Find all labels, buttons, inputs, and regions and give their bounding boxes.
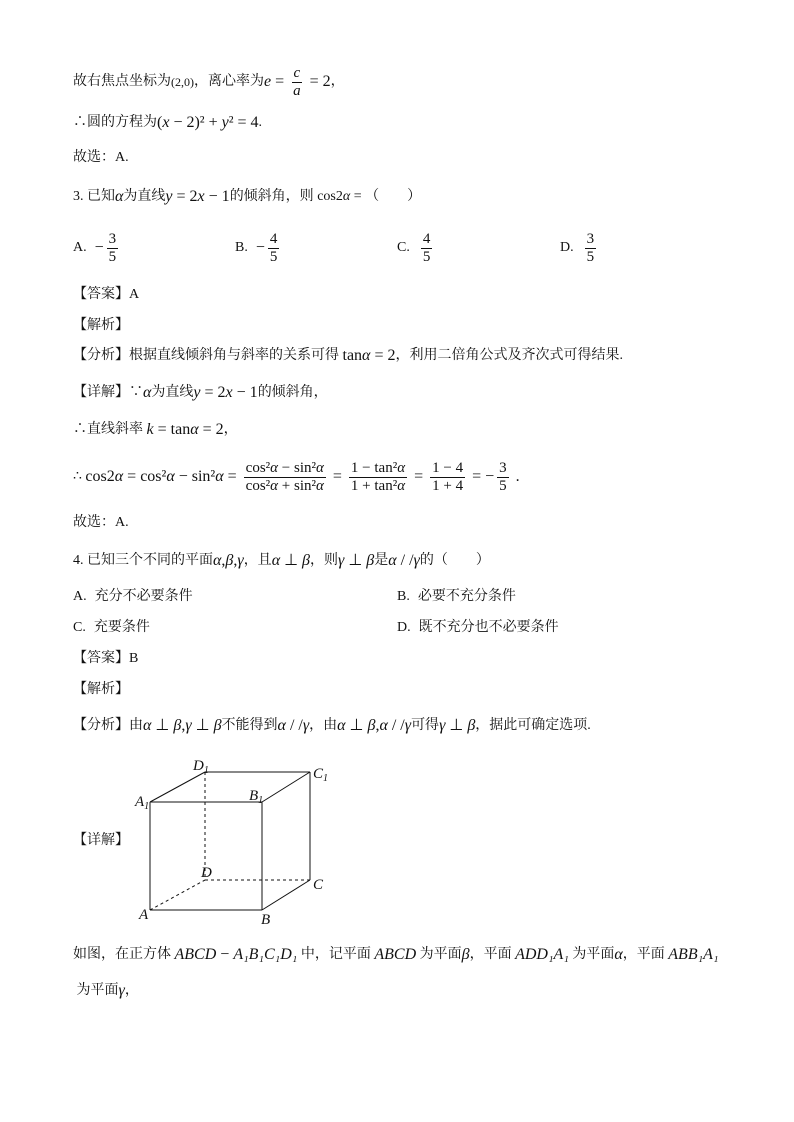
tangent-fraction [349, 460, 407, 495]
equals-sign: = [328, 468, 346, 485]
alpha-symbol: α [362, 347, 371, 364]
variable-x: x [197, 188, 205, 205]
option-label: D. [397, 620, 411, 635]
vertex-letter: A [135, 794, 145, 810]
fraction-denominator [585, 249, 597, 266]
answer-text: 【答案】B [73, 651, 139, 666]
q4-option-d [397, 618, 559, 638]
fenxi-head: 【分析】由 [73, 718, 143, 733]
vertex-subscript: 1 [144, 801, 150, 812]
plane-side-name: ADD₁A₁ [515, 946, 569, 963]
q3-option-a [73, 230, 121, 265]
minus-sign: − [358, 459, 375, 476]
period: . [511, 468, 520, 485]
cube-edge-bc [262, 880, 310, 910]
beta-symbol: β [366, 552, 375, 569]
alpha-symbol: α [388, 552, 397, 569]
fenxi-tail: ，利用二倍角公式及齐次式可得结果. [395, 348, 623, 363]
vertex-subscript: 1 [258, 795, 264, 806]
alpha-symbol: α [166, 468, 175, 485]
alpha-symbol: α [213, 552, 222, 569]
plane-abcd-name: ABCD [374, 946, 417, 963]
alpha-symbol: α [342, 189, 351, 204]
alpha-symbol: α [316, 459, 324, 476]
q3-analysis-heading [73, 316, 129, 336]
cube-edge-a1d1 [150, 772, 205, 802]
fenxi-tail: ，据此可确定选项. [475, 718, 591, 733]
alpha-symbol: α [379, 717, 388, 734]
beta-symbol: β [173, 717, 182, 734]
choice-line [73, 148, 129, 168]
xiangjie-head: 【详解】 [73, 833, 129, 848]
circle-equation-line [73, 113, 262, 133]
fraction-denominator [497, 478, 509, 495]
vertex-letter: C [313, 766, 324, 782]
fraction-numerator [421, 231, 433, 249]
variable-y: y [165, 188, 173, 205]
separator: , [233, 552, 238, 569]
beta-symbol: β [461, 946, 470, 963]
q3-fenxi [73, 346, 623, 366]
alpha-symbol: α [143, 717, 152, 734]
equals-sign: = [123, 468, 141, 485]
alpha-symbol: α [270, 459, 279, 476]
perpendicular-sign: ⊥ [151, 717, 174, 734]
cube-base-name: ABCD [174, 946, 217, 963]
q4-fenxi [73, 716, 591, 736]
sin-squared: sin² [191, 468, 216, 485]
fraction-denominator [430, 478, 465, 495]
period: . [258, 115, 263, 130]
line-end: − 1 [204, 188, 230, 205]
denominator-value: 5 [586, 248, 595, 265]
focus-eccentricity-line [73, 64, 345, 99]
conclusion-text: 为平面 [568, 947, 615, 962]
alpha-symbol: α [215, 468, 224, 485]
vertex-letter: C [313, 877, 324, 893]
tan-text: tan [342, 347, 363, 364]
tan-squared: tan² [374, 459, 398, 476]
eccentricity-text: ，离心率为 [194, 74, 264, 89]
cube-edge-b1c1 [262, 772, 310, 802]
numerator-value: 4 [422, 230, 431, 247]
fraction-denominator [421, 249, 433, 266]
equals-sign: = [468, 468, 486, 485]
alpha-symbol: α [397, 459, 406, 476]
fraction-numerator [292, 65, 303, 83]
equation-end: ² = 4 [228, 114, 259, 131]
vertex-label-a1 [134, 794, 149, 812]
minus-sign: − [94, 239, 104, 256]
line-end: − 1 [232, 384, 258, 401]
perpendicular-sign: ⊥ [345, 717, 368, 734]
vertex-letter: D [201, 865, 212, 881]
vertex-label-d [200, 865, 212, 881]
plus-sign: + [358, 477, 375, 494]
variable-c: c [293, 64, 301, 81]
alpha-symbol: α [143, 384, 152, 401]
beta-symbol: β [302, 552, 310, 569]
eccentricity-value: = 2 [305, 73, 331, 90]
xiangjie-head: 【详解】∵ [73, 385, 143, 400]
conclusion-text: 为平面 [73, 983, 119, 998]
conclusion-text: ，平面 [622, 947, 669, 962]
conclusion-head: 如图，在正方体 [73, 947, 175, 962]
stem-text: 的倾斜角，则 [229, 189, 318, 204]
beta-symbol: β [213, 717, 222, 734]
value-two: = 2 [370, 347, 396, 364]
variable-a: a [293, 82, 301, 99]
variable-x: x [225, 384, 233, 401]
alpha-symbol: α [115, 188, 124, 205]
fenxi-head: 【分析】根据直线倾斜角与斜率的关系可得 [73, 348, 343, 363]
cube-figure [130, 755, 340, 933]
option-text: 充分不必要条件 [94, 589, 193, 604]
alpha-symbol: α [614, 946, 623, 963]
vertex-subscript: 1 [203, 765, 209, 776]
q4-analysis-heading [73, 680, 129, 700]
option-text: 充要条件 [93, 620, 150, 635]
denominator-value: 5 [269, 248, 278, 265]
gamma-symbol: γ [237, 552, 244, 569]
alpha-symbol: α [337, 717, 346, 734]
result-fraction [497, 460, 509, 495]
q4-xiangjie [73, 831, 129, 851]
stem-tail: 的（ ） [419, 553, 490, 568]
q4-option-b [397, 587, 516, 607]
gamma-symbol: γ [338, 552, 345, 569]
slope-text: ∴直线斜率 [73, 422, 147, 437]
parallel-sign: / / [396, 552, 414, 569]
variable-x: x [162, 114, 170, 131]
fraction-denominator [291, 83, 303, 100]
analysis-heading: 【解析】 [73, 318, 129, 333]
fenxi-text: 不能得到 [221, 718, 278, 733]
conclusion-text: 中，记平面 [297, 947, 375, 962]
fenxi-text: ，由 [309, 718, 338, 733]
option-label: C. [397, 240, 410, 255]
therefore-symbol: ∴ [73, 469, 86, 484]
q4-option-c [73, 618, 150, 638]
option-fraction [585, 231, 597, 266]
answer-bracket: （ ） [365, 189, 422, 204]
numeric-fraction [430, 460, 465, 495]
conclusion-text: 为平面 [416, 947, 462, 962]
alpha-symbol: α [277, 717, 286, 734]
q3-option-c [397, 230, 435, 265]
gamma-symbol: γ [185, 717, 192, 734]
tan-squared: tan² [374, 477, 398, 494]
fenxi-text: 可得 [411, 718, 440, 733]
separator: , [221, 552, 226, 569]
tan-text: tan [170, 421, 191, 438]
alpha-symbol: α [397, 477, 406, 494]
q3-choice [73, 513, 129, 533]
stem-text: ，且 [243, 553, 272, 568]
option-label: A. [73, 240, 87, 255]
separator: , [375, 717, 380, 734]
one: 1 [350, 459, 359, 476]
circle-text: ∴圆的方程为 [73, 115, 157, 130]
option-text: 既不充分也不必要条件 [418, 620, 559, 635]
q3-stem [73, 187, 421, 207]
stem-text: 为直线 [123, 189, 166, 204]
alpha-symbol: α [190, 421, 199, 438]
option-label: C. [73, 620, 86, 635]
parallel-sign: / / [387, 717, 405, 734]
fraction-numerator [585, 231, 597, 249]
numerator-value: 3 [499, 459, 507, 476]
q4-stem [73, 551, 490, 571]
equals-sign: = [223, 468, 241, 485]
vertex-label-d1 [192, 758, 209, 776]
cos2-text: cos2 [85, 468, 115, 485]
option-fraction [421, 231, 433, 266]
beta-symbol: β [225, 552, 234, 569]
stem-text: ，则 [310, 553, 338, 568]
choice-text: 故选：A. [73, 150, 129, 165]
variable-k: k [146, 421, 154, 438]
equation-middle: − 2)² + [169, 114, 222, 131]
numerator-value: 3 [586, 230, 595, 247]
plane-front-name: ABB₁A₁ [668, 946, 719, 963]
fraction-numerator [268, 231, 280, 249]
q3-answer [73, 285, 139, 305]
gamma-symbol: γ [413, 552, 420, 569]
gamma-symbol: γ [404, 717, 412, 734]
equals-sign: = [350, 189, 366, 204]
analysis-heading: 【解析】 [73, 682, 129, 697]
minus-sign: − [255, 239, 265, 256]
line-middle: = 2 [200, 384, 226, 401]
numerator-value: 1 − 4 [432, 459, 464, 476]
q3-slope-line [73, 420, 238, 440]
denominator-value: 5 [499, 477, 507, 494]
vertex-letter: A [139, 907, 149, 923]
option-text: 必要不充分条件 [417, 589, 516, 604]
perpendicular-sign: ⊥ [280, 552, 303, 569]
q4-option-a [73, 587, 193, 607]
option-fraction [268, 231, 280, 266]
q4-answer [73, 649, 138, 669]
variable-y: y [193, 384, 201, 401]
option-fraction [107, 231, 119, 266]
fraction-numerator [349, 460, 407, 478]
q3-option-d [560, 230, 599, 265]
sin-squared: sin² [294, 477, 317, 494]
minus-sign: − [174, 468, 192, 485]
q4-conclusion-line-2 [73, 981, 139, 1001]
stem-text: 是 [374, 553, 389, 568]
eccentricity-variable: e [264, 73, 272, 90]
q3-xiangjie [73, 383, 328, 403]
parallel-sign: / / [285, 717, 303, 734]
cos-squared: cos² [245, 459, 271, 476]
numerator-value: 3 [108, 230, 117, 247]
q3-number: 3. 已知 [73, 189, 115, 204]
cos-squared: cos² [140, 468, 167, 485]
value-two: = 2 [198, 421, 224, 438]
alpha-symbol: α [270, 477, 279, 494]
comma: ， [124, 983, 139, 998]
choice-text: 故选：A. [73, 515, 129, 530]
option-label: B. [397, 589, 410, 604]
equals-sign: = [153, 421, 171, 438]
fraction-denominator [244, 478, 326, 495]
cube-top-name: A₁B₁C₁D₁ [233, 946, 298, 963]
one: 1 [350, 477, 359, 494]
fraction-denominator [107, 249, 119, 266]
perpendicular-sign: ⊥ [344, 552, 367, 569]
cos2-text: cos2 [317, 189, 343, 204]
q3-option-b [235, 230, 282, 265]
q4-conclusion-line [73, 945, 719, 965]
vertex-letter: D [193, 758, 204, 774]
equals-sign: = [410, 468, 428, 485]
gamma-symbol: γ [118, 982, 125, 999]
alpha-symbol: α [316, 477, 324, 494]
dash-sign: − [216, 946, 234, 963]
xiangjie-tail: 的倾斜角， [257, 385, 328, 400]
eccentricity-fraction [291, 65, 303, 100]
numerator-value: 4 [269, 230, 278, 247]
homogeneous-fraction [244, 460, 326, 495]
fraction-denominator [268, 249, 280, 266]
comma: ， [330, 74, 345, 89]
answer-text: 【答案】A [73, 287, 140, 302]
paren-open: ( [157, 114, 163, 131]
focus-text: 故右焦点坐标为 [73, 74, 171, 89]
fraction-numerator [244, 460, 326, 478]
plus-sign: + [278, 477, 294, 494]
vertex-label-a [138, 907, 149, 923]
vertex-label-b [261, 912, 270, 928]
perpendicular-sign: ⊥ [191, 717, 214, 734]
gamma-symbol: γ [302, 717, 310, 734]
denominator-value: 1 + 4 [432, 477, 464, 494]
vertex-label-c1 [313, 766, 328, 784]
fraction-numerator [430, 460, 465, 478]
separator: , [181, 717, 186, 734]
beta-symbol: β [367, 717, 376, 734]
denominator-value: 5 [108, 248, 117, 265]
minus-sign: − [278, 459, 294, 476]
vertex-letter: B [261, 912, 271, 928]
vertex-label-b1 [249, 788, 263, 806]
perpendicular-sign: ⊥ [445, 717, 468, 734]
conclusion-text: ，平面 [469, 947, 516, 962]
minus-sign: − [485, 468, 495, 485]
equals-sign: = [271, 73, 289, 90]
gamma-symbol: γ [439, 717, 446, 734]
denominator-value: 5 [422, 248, 431, 265]
variable-y: y [221, 114, 229, 131]
alpha-symbol: α [271, 552, 281, 569]
focus-coordinate: (2,0) [171, 75, 194, 89]
fraction-numerator [497, 460, 509, 478]
option-label: D. [560, 240, 574, 255]
cube-hidden-edge-ad [150, 880, 205, 910]
xiangjie-text: 为直线 [151, 385, 194, 400]
cos-squared: cos² [245, 477, 271, 494]
option-label: B. [235, 240, 248, 255]
q4-number: 4. 已知三个不同的平面 [73, 553, 213, 568]
fraction-denominator [349, 478, 407, 495]
vertex-subscript: 1 [323, 773, 329, 784]
fraction-numerator [107, 231, 119, 249]
beta-symbol: β [467, 717, 476, 734]
sin-squared: sin² [294, 459, 317, 476]
line-middle: = 2 [172, 188, 198, 205]
vertex-letter: B [249, 788, 259, 804]
option-label: A. [73, 589, 87, 604]
vertex-label-c [313, 877, 324, 893]
comma: ， [223, 422, 238, 437]
alpha-symbol: α [114, 468, 124, 485]
q3-derivation-line [73, 459, 520, 494]
